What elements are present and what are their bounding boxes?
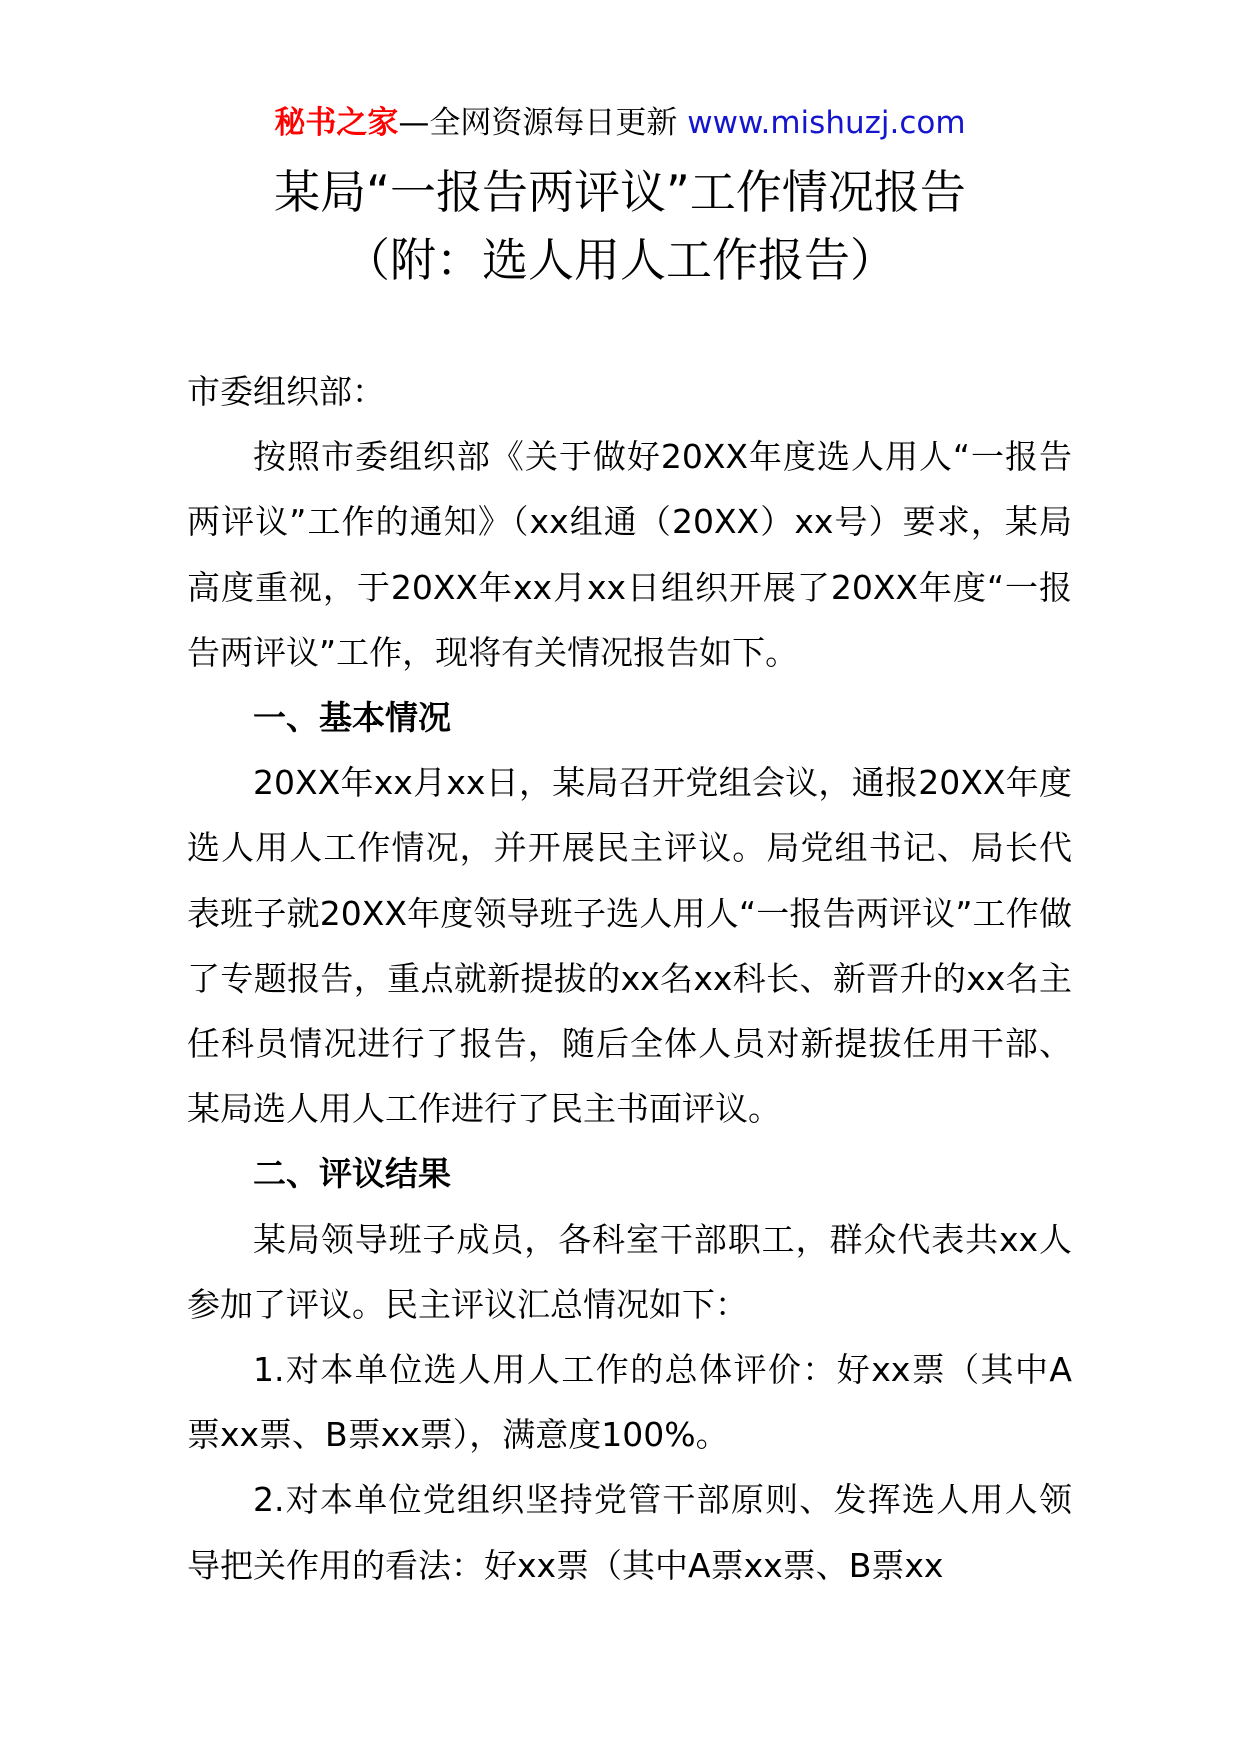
section-heading-evaluation-results: 二、评议结果	[253, 1154, 451, 1194]
document-body	[187, 359, 1072, 1598]
document-subtitle: （附：选人用人工作报告）	[344, 233, 896, 287]
result-item-1: 1.对本单位选人用人工作的总体评价：好xx票（其中A票xx票、B票xx票），满意度100%。	[187, 1350, 1072, 1455]
salutation: 市委组织部：	[187, 372, 385, 411]
basic-situation-paragraph: 20XX年xx月xx日，某局召开党组会议，通报20XX年度选人用人工作情况，并开展民主评议。局党组书记、局长代表班子就20XX年度领导班子选人用人“一报告两评议”工作做了专题报告，重点就新提拔的xx名xx科长、新晋升的xx名主任科员情况进行了报告，随后全体人员对新提拔任用干部、某局选人用人工作进行了民主书面评议。	[187, 763, 1072, 1129]
site-header	[0, 103, 1240, 143]
header-tagline: —全网资源每日更新	[398, 105, 688, 141]
evaluation-results-paragraph: 某局领导班子成员，各科室干部职工，群众代表共xx人参加了评议。民主评议汇总情况如下：	[187, 1219, 1072, 1324]
section-heading-basic-situation: 一、基本情况	[253, 698, 451, 738]
document-title: 某局“一报告两评议”工作情况报告	[274, 165, 966, 219]
site-url-link[interactable]: www.mishuzj.com	[687, 105, 966, 141]
result-item-2: 2.对本单位党组织坚持党管干部原则、发挥选人用人领导把关作用的看法：好xx票（其中A票xx票、B票xx	[187, 1480, 1072, 1585]
intro-paragraph: 按照市委组织部《关于做好20XX年度选人用人“一报告两评议”工作的通知》（xx组通（20XX）xx号）要求，某局高度重视，于20XX年xx月xx日组织开展了20XX年度“一报告两评议”工作，现将有关情况报告如下。	[187, 437, 1072, 672]
brand-name: 秘书之家	[274, 105, 399, 141]
